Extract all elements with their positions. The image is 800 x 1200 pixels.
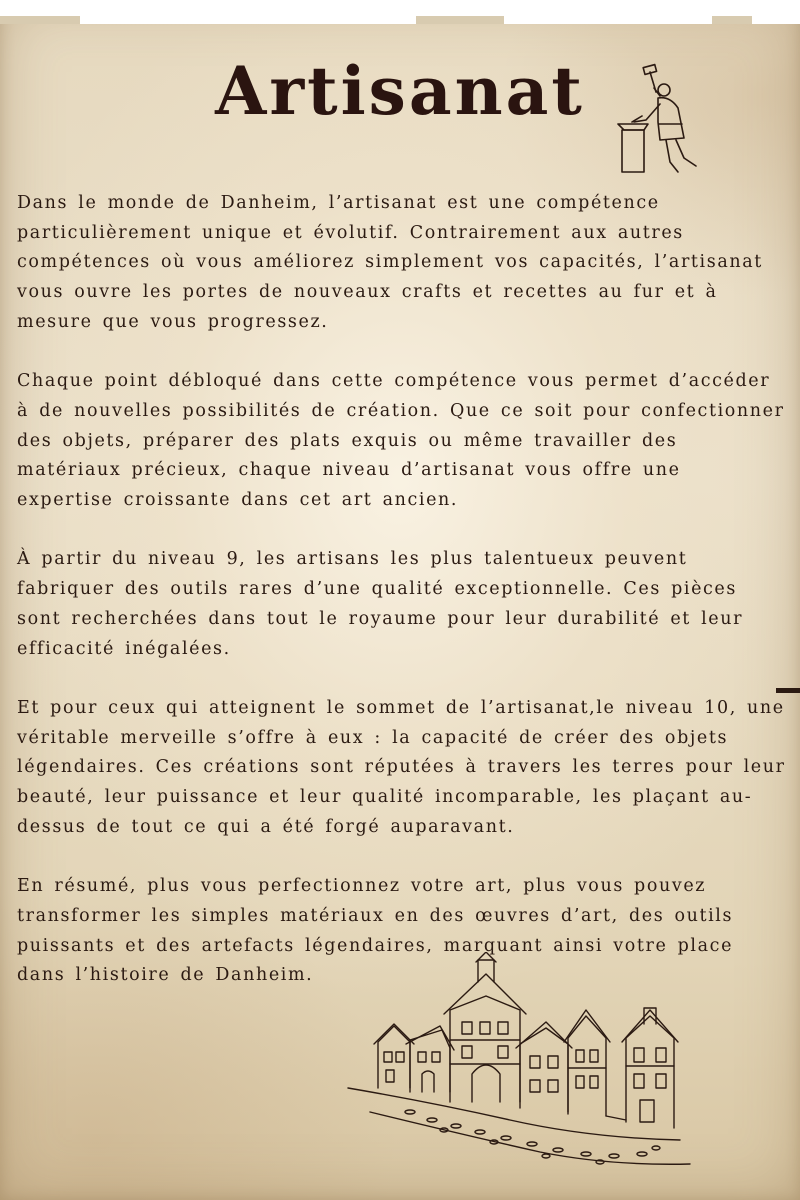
body-text	[17, 189, 787, 1021]
medieval-town-icon	[340, 952, 710, 1172]
paragraph-points: Chaque point débloqué dans cette compétence vous permet d’accéder à de nouvelles possibilités de création. Que ce soit pour confectionner des objets, préparer des plats exquis ou même travailler des matériaux précieux, chaque niveau d’artisanat vous offre une expertise croissante dans cet art ancien.	[17, 371, 785, 511]
paragraph-level-9: À partir du niveau 9, les artisans les plus talentueux peuvent fabriquer des outils rares d’une qualité exceptionnelle. Ces pièces sont recherchées dans tout le royaume pour leur durabilité et leur efficacité inégalées.	[17, 549, 744, 659]
paragraph-intro: Dans le monde de Danheim, l’artisanat est une compétence particulièrement unique et évolutif. Contrairement aux autres compétences où vous améliorez simplement vos capacités, l’artisanat vous ouvre les portes de nouveaux crafts et recettes au fur et à mesure que vous progressez.	[17, 193, 763, 332]
torn-edge	[0, 0, 800, 24]
paragraph-level-10: Et pour ceux qui atteignent le sommet de l’artisanat,le niveau 10, une véritable merveille s’offre à eux : la capacité de créer des objets légendaires. Ces créations sont réputées à travers les terres pour leur beauté, leur puissance et leur qualité incomparable, les plaçant au-dessus de tout ce qui a été forgé auparavant.	[17, 697, 786, 837]
page-title: Artisanat	[215, 52, 585, 130]
blacksmith-icon	[612, 62, 708, 178]
edge-mark	[776, 688, 800, 693]
paragraph-summary: En résumé, plus vous perfectionnez votre art, plus vous pouvez transformer les simples matériaux en des œuvres d’art, des outils puissants et des artefacts légendaires, marquant ainsi votre place dans l’histoire de Danheim.	[17, 876, 734, 986]
